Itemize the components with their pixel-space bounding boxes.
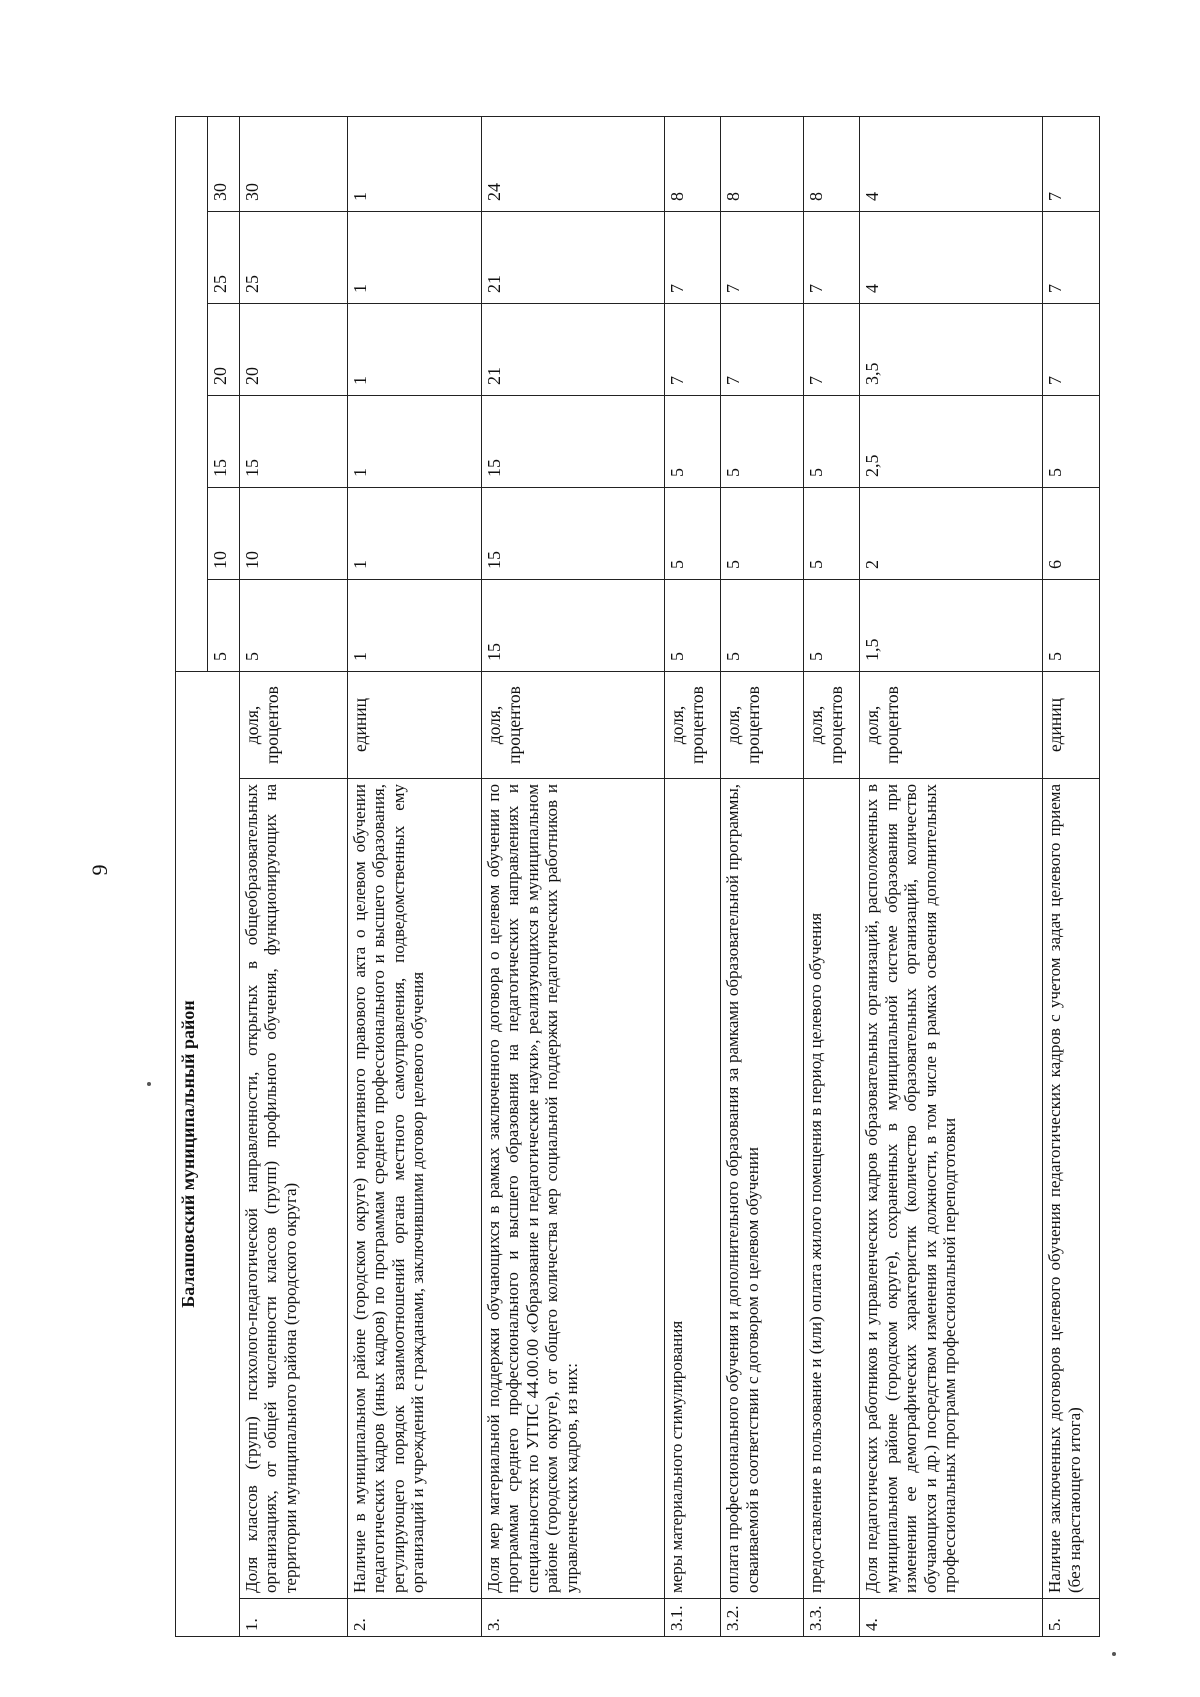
row-value: 5	[664, 487, 721, 579]
row-value: 5	[803, 487, 860, 579]
row-description: меры материального стимулирования	[664, 779, 721, 1599]
row-number: 3.3.	[803, 1599, 860, 1637]
row-value: 4	[860, 211, 1043, 303]
row-value: 4	[860, 116, 1043, 211]
row-value: 20	[239, 303, 347, 395]
row-value: 7	[1043, 303, 1100, 395]
table-row	[721, 116, 803, 1636]
row-value: 7	[803, 211, 860, 303]
row-unit: доля, процентов	[803, 671, 860, 778]
year-header-cell: 20	[207, 303, 239, 395]
row-value: 5	[803, 395, 860, 487]
row-unit: доля, процентов	[481, 671, 664, 778]
row-value: 5	[721, 487, 803, 579]
row-value: 5	[664, 579, 721, 671]
row-description: оплата профессионального обучения и дополнительного образования за рамками образовательной программы, осваиваемой в соответствии с договором о целевом обучении	[721, 779, 803, 1599]
row-number: 3.	[481, 1599, 664, 1637]
row-value: 8	[721, 116, 803, 211]
row-value: 7	[1043, 116, 1100, 211]
year-header-spacer	[176, 116, 208, 671]
row-value: 2,5	[860, 395, 1043, 487]
row-unit: единиц	[1043, 671, 1100, 778]
row-value: 15	[481, 579, 664, 671]
row-value: 7	[1043, 211, 1100, 303]
row-value: 8	[664, 116, 721, 211]
year-header-cell: 5	[207, 579, 239, 671]
row-number: 1.	[239, 1599, 347, 1637]
row-number: 3.2.	[721, 1599, 803, 1637]
row-value: 5	[1043, 579, 1100, 671]
row-number: 2.	[347, 1599, 481, 1637]
row-value: 1	[347, 211, 481, 303]
row-value: 10	[239, 487, 347, 579]
row-value: 2	[860, 487, 1043, 579]
row-value: 8	[803, 116, 860, 211]
table-row	[860, 116, 1043, 1636]
row-value: 3,5	[860, 303, 1043, 395]
indicators-table	[175, 116, 1100, 1637]
table-row	[664, 116, 721, 1636]
year-header-cell: 25	[207, 211, 239, 303]
row-value: 21	[481, 303, 664, 395]
row-value: 15	[239, 395, 347, 487]
row-number: 3.1.	[664, 1599, 721, 1637]
row-value: 7	[803, 303, 860, 395]
region-header-row	[176, 116, 208, 1636]
row-unit: доля, процентов	[239, 671, 347, 778]
year-header-cell: 10	[207, 487, 239, 579]
row-unit: единиц	[347, 671, 481, 778]
region-title: Балашовский муниципальный район	[176, 671, 240, 1636]
scan-artifact-dot	[147, 1082, 151, 1086]
row-description: Наличие в муниципальном районе (городском округе) нормативного правового акта о целевом обучении педагогических кадров (иных кадров) по программам среднего профессионального и высшего образования, регулирующего порядок взаимоотношений органа местного самоуправления, подведомственных ему организаций и учреждений с гражданами, заключившими договор целевого обучения	[347, 779, 481, 1599]
row-description: Доля педагогических работников и управленческих кадров образовательных организаций, расположенных в муниципальном районе (городском округе), сохраненных в муниципальной системе образования при изменении ее демографических характеристик (количество образовательных организаций, количество обучающихся и др.) посредством изменения их должности, в том числе в рамках освоения дополнительных профессиональных программ профессиональной переподготовки	[860, 779, 1043, 1599]
row-value: 5	[239, 579, 347, 671]
rotated-table-container	[175, 117, 1100, 1637]
row-value: 7	[721, 303, 803, 395]
row-value: 5	[721, 395, 803, 487]
table-row	[347, 116, 481, 1636]
row-description: Доля классов (групп) психолого-педагогической направленности, открытых в общеобразовательных организациях, от общей численности классов (групп) профильного обучения, функционирующих на территории муниципального района (городского округа)	[239, 779, 347, 1599]
row-value: 21	[481, 211, 664, 303]
row-description: предоставление в пользование и (или) оплата жилого помещения в период целевого обучения	[803, 779, 860, 1599]
row-value: 7	[721, 211, 803, 303]
row-value: 5	[1043, 395, 1100, 487]
row-value: 5	[721, 579, 803, 671]
table-row	[239, 116, 347, 1636]
table-row	[1043, 116, 1100, 1636]
scan-artifact-dot	[1112, 1652, 1116, 1656]
row-description: Наличие заключенных договоров целевого обучения педагогических кадров с учетом задач целевого приема (без нарастающего итога)	[1043, 779, 1100, 1599]
row-value: 1,5	[860, 579, 1043, 671]
row-unit: доля, процентов	[664, 671, 721, 778]
row-value: 7	[664, 211, 721, 303]
page-number: 9	[87, 864, 112, 876]
row-value: 15	[481, 395, 664, 487]
row-number: 4.	[860, 1599, 1043, 1637]
row-value: 5	[664, 395, 721, 487]
row-value: 7	[664, 303, 721, 395]
row-value: 15	[481, 487, 664, 579]
row-value: 25	[239, 211, 347, 303]
row-value: 30	[239, 116, 347, 211]
row-unit: доля, процентов	[860, 671, 1043, 778]
row-value: 6	[1043, 487, 1100, 579]
row-unit: доля, процентов	[721, 671, 803, 778]
table-row	[803, 116, 860, 1636]
row-value: 24	[481, 116, 664, 211]
row-number: 5.	[1043, 1599, 1100, 1637]
row-value: 1	[347, 487, 481, 579]
row-description: Доля мер материальной поддержки обучающихся в рамках заключенного договора о целевом обучении по программам среднего профессионального и высшего образования на педагогических направлениях и специальностях по УГПС 44.00.00 «Образование и педагогические науки», реализующихся в муниципальном районе (городском округе), от общего количества мер социальной поддержки педагогических работников и управленческих кадров, из них:	[481, 779, 664, 1599]
table-row	[481, 116, 664, 1636]
row-value: 1	[347, 303, 481, 395]
row-value: 5	[803, 579, 860, 671]
year-header-cell: 30	[207, 116, 239, 211]
row-value: 1	[347, 579, 481, 671]
row-value: 1	[347, 116, 481, 211]
row-value: 1	[347, 395, 481, 487]
year-header-cell: 15	[207, 395, 239, 487]
